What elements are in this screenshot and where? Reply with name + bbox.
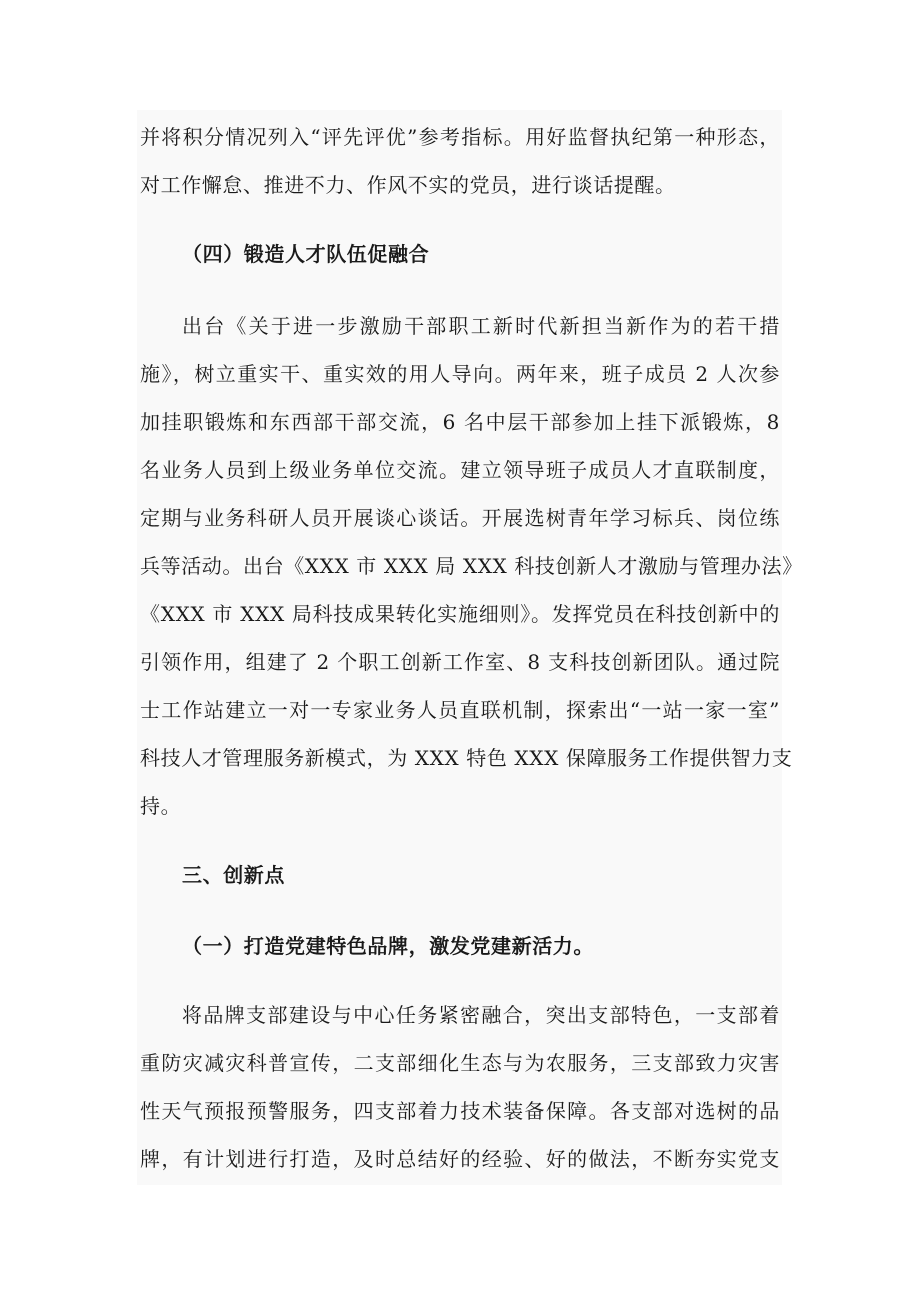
paragraph-line: 将品牌支部建设与中心任务紧密融合，突出支部特色，一支部着 <box>182 1003 780 1027</box>
paragraph-line: 引领作用，组建了 2 个职工创新工作室、8 支科技创新团队。通过院 <box>140 650 780 674</box>
paragraph-line: 定期与业务科研人员开展谈心谈话。开展选树青年学习标兵、岗位练 <box>140 506 780 530</box>
paragraph-line: 性天气预报预警服务，四支部着力技术装备保障。各支部对选树的品 <box>140 1099 780 1123</box>
paragraph-line: 名业务人员到上级业务单位交流。建立领导班子成员人才直联制度， <box>140 458 780 482</box>
paragraph-line: 《XXX 市 XXX 局科技成果转化实施细则》。发挥党员在科技创新中的 <box>140 602 780 626</box>
paragraph-line: 出台《关于进一步激励干部职工新时代新担当新作为的若干措 <box>182 314 780 338</box>
section-heading: 三、创新点 <box>182 863 285 887</box>
paragraph-line: 并将积分情况列入“评先评优”参考指标。用好监督执纪第一种形态， <box>140 125 780 149</box>
paragraph-line: 施》，树立重实干、重实效的用人导向。两年来，班子成员 2 人次参 <box>140 362 780 386</box>
paragraph-line: 加挂职锻炼和东西部干部交流，6 名中层干部参加上挂下派锻炼，8 <box>140 410 780 434</box>
paragraph-line: 士工作站建立一对一专家业务人员直联机制，探索出“一站一家一室” <box>140 698 780 722</box>
paragraph-line: 科技人才管理服务新模式，为 XXX 特色 XXX 保障服务工作提供智力支 <box>140 746 793 770</box>
paragraph-line: 兵等活动。出台《XXX 市 XXX 局 XXX 科技创新人才激励与管理办法》 <box>140 554 803 578</box>
paragraph-line: 对工作懈怠、推进不力、作风不实的党员，进行谈话提醒。 <box>140 173 676 197</box>
subsection-heading: （一）打造党建特色品牌，激发党建新活力。 <box>182 934 594 958</box>
paragraph-line: 牌，有计划进行打造，及时总结好的经验、好的做法，不断夯实党支 <box>140 1147 780 1171</box>
paragraph-line: 重防灾减灾科普宣传，二支部细化生态与为农服务，三支部致力灾害 <box>140 1051 780 1075</box>
section-heading: （四）锻造人才队伍促融合 <box>182 242 430 266</box>
paragraph-line: 持。 <box>140 794 182 818</box>
